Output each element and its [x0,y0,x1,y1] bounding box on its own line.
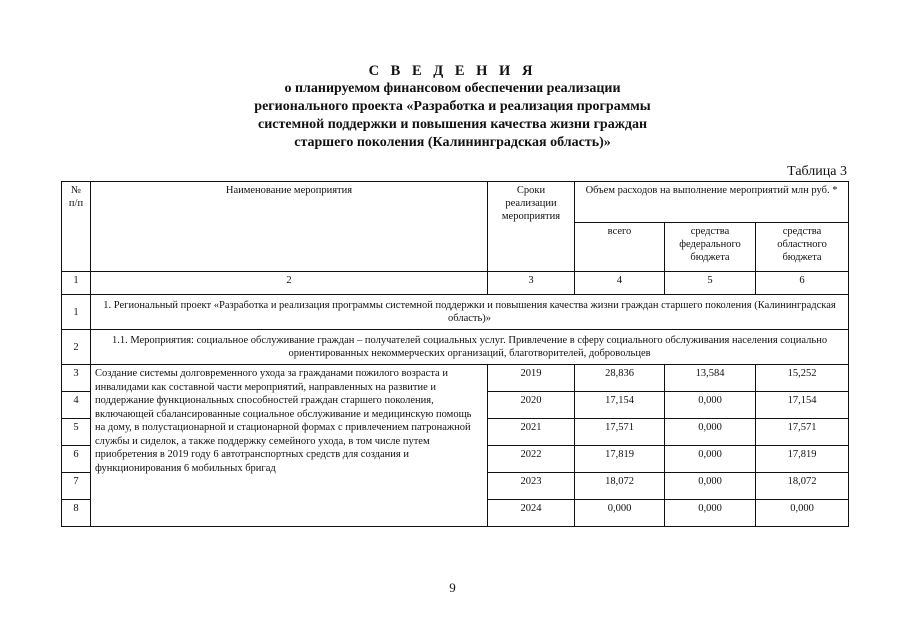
column-number: 4 [575,272,665,295]
document-heading [0,62,905,152]
activity-description: Создание системы долговременного ухода за гражданами пожилого возраста и инвалидами как составной части мероприятий, направленных на развитие и поддержание функциональных способностей граждан старшего поколения, включающей сбалансированные социальное обслуживание и медицинскую помощь на дому, в полустационарной и стационарной формах с привлечением патронажной службы и сиделок, а также поддержку семейного ухода, в том числе путем приобретения в 2019 году 6 автотранспортных средств для создания и функционирования 6 мобильных бригад [91,365,488,527]
row-num: 2 [62,330,91,365]
row-federal: 0,000 [665,473,756,500]
row-federal: 0,000 [665,446,756,473]
header-terms: Сроки реализации мероприятия [488,182,575,272]
financing-table [61,181,849,527]
row-year: 2023 [488,473,575,500]
header-regional: средства областного бюджета [756,223,849,272]
row-total: 0,000 [575,500,665,527]
heading-line-1: о планируемом финансовом обеспечении реализации [284,81,621,96]
heading-line-3: системной поддержки и повышения качества жизни граждан [257,117,648,132]
heading-title: С В Е Д Е Н И Я [368,63,537,79]
row-num: 3 [62,365,91,392]
row-total: 18,072 [575,473,665,500]
row-regional: 17,571 [756,419,849,446]
row-year: 2024 [488,500,575,527]
column-number: 6 [756,272,849,295]
section-2-text: 1.1. Мероприятия: социальное обслуживание граждан – получателей социальных услуг. Привлечение в сферу социального обслуживания населения социально ориентированных некоммерческих организаций, благотворителей, добровольцев [91,330,849,365]
page-number: 9 [449,580,456,595]
row-num: 7 [62,473,91,500]
section-row-2 [62,330,849,365]
row-year: 2022 [488,446,575,473]
row-federal: 0,000 [665,500,756,527]
row-total: 17,819 [575,446,665,473]
row-num: 6 [62,446,91,473]
row-regional: 17,819 [756,446,849,473]
row-regional: 18,072 [756,473,849,500]
row-regional: 0,000 [756,500,849,527]
section-1-text: 1. Региональный проект «Разработка и реализация программы системной поддержки и повышения качества жизни граждан старшего поколения (Калининградская область)» [91,295,849,330]
row-year: 2021 [488,419,575,446]
row-total: 28,836 [575,365,665,392]
header-federal: средства федерального бюджета [665,223,756,272]
row-num: 1 [62,295,91,330]
heading-line-4: старшего поколения (Калининградская область)» [294,135,611,150]
row-year: 2020 [488,392,575,419]
row-regional: 15,252 [756,365,849,392]
column-numbers-row [62,272,849,295]
row-federal: 0,000 [665,392,756,419]
heading-line-2: регионального проекта «Разработка и реализация программы [254,99,651,114]
header-expenses: Объем расходов на выполнение мероприятий млн руб. * [575,182,849,223]
row-total: 17,154 [575,392,665,419]
row-num: 4 [62,392,91,419]
header-total: всего [575,223,665,272]
table-row [62,365,849,392]
header-num: № п/п [62,182,91,272]
row-federal: 0,000 [665,419,756,446]
row-federal: 13,584 [665,365,756,392]
section-row-1 [62,295,849,330]
row-year: 2019 [488,365,575,392]
row-total: 17,571 [575,419,665,446]
column-number: 5 [665,272,756,295]
row-num: 5 [62,419,91,446]
row-num: 8 [62,500,91,527]
column-number: 3 [488,272,575,295]
column-number: 2 [91,272,488,295]
table-label: Таблица 3 [787,164,847,179]
header-name: Наименование мероприятия [91,182,488,272]
column-number: 1 [62,272,91,295]
row-regional: 17,154 [756,392,849,419]
